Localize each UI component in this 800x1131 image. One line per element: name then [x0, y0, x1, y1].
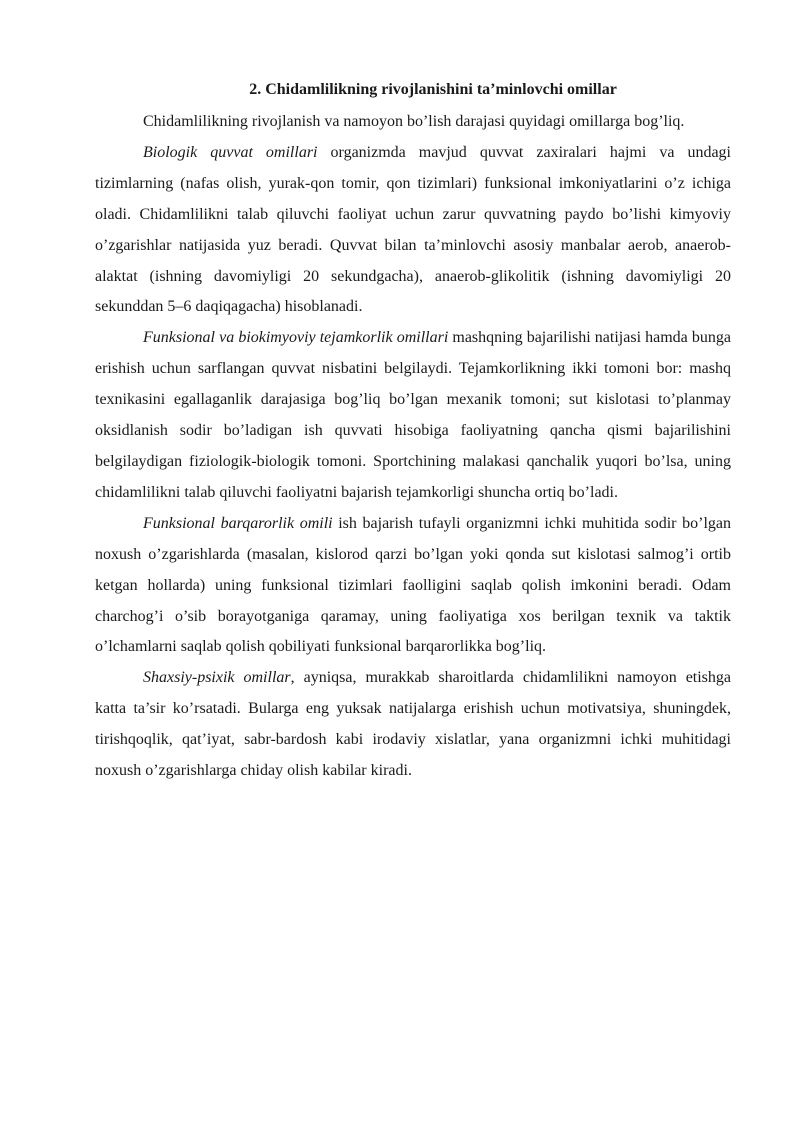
paragraph-text: Chidamlilikning rivojlanish va namoyon bo’lish darajasi quyidagi omillarga bog’liq. — [143, 113, 685, 130]
paragraph-psychological-factors — [95, 663, 731, 787]
paragraph-biological-factors — [95, 138, 731, 323]
section-heading: 2. Chidamlilikning rivojlanishini ta’minlovchi omillar — [249, 81, 617, 98]
paragraph-economy-factors — [95, 323, 731, 508]
paragraph-lead-term: Biologik quvvat omillari — [143, 143, 318, 161]
paragraph-lead-term: Funksional va biokimyoviy tejamkorlik omillari — [143, 329, 449, 347]
paragraph-lead-term: Shaxsiy-psixik omillar — [143, 669, 291, 687]
paragraph-text: mashqning bajarilishi natijasi hamda bunga erishish uchun sarflangan quvvat nisbatini belgilaydi. Tejamkorlikning ikki tomoni bor: mashq texnikasini egallaganlik darajasiga bog’liq bo’lgan mexanik tomoni; sut kislotasi to’planmay oksidlanish sodir bo’ladigan ish quvvati hisobiga faoliyatning qancha qismi bajarilishini belgilaydigan fiziologik-biologik tomoni. Sportchining malakasi qanchalik yuqori bo’lsa, uning chidamlilikni talab qiluvchi faoliyatni bajarish tejamkorligi shuncha ortiq bo’ladi. — [95, 329, 731, 501]
paragraph-text: , ayniqsa, murakkab sharoitlarda chidamlilikni namoyon etishga katta ta’sir ko’rsatadi. Bularga eng yuksak natijalarga erishish uchun motivatsiya, shuningdek, tirishqoqlik, qat’iyat, sabr-bardosh kabi irodaviy xislatlar, yana organizmni ichki muhitidagi noxush o’zgarishlarga chiday olish kabilar kiradi. — [95, 669, 732, 780]
paragraph-text: ish bajarish tufayli organizmni ichki muhitida sodir bo’lgan noxush o’zgarishlarda (masalan, kislorod qarzi bo’lgan yoki qonda sut kislotasi salmog’i ortib ketgan hollarda) uning funksional tizimlari faolligini saqlab qolish imkonini beradi. Odam charchog’i o’sib borayotganiga qaramay, uning faoliyatiga xos berilgan texnik va taktik o’lchamlarni saqlab qolish qobiliyati funksional barqarorlikka bog’liq. — [95, 514, 731, 656]
document-page — [95, 76, 731, 787]
paragraph-text: organizmda mavjud quvvat zaxiralari hajmi va undagi tizimlarning (nafas olish, yurak-qon tomir, qon tizimlari) funksional imkoniyatlarini o’z ichiga oladi. Chidamlilikni talab qiluvchi faoliyat uchun zarur quvvatning paydo bo’lishi kimyoviy o’zgarishlar natijasida yuz beradi. Quvvat bilan ta’minlovchi asosiy manbalar aerob, anaerob-alaktat (ishning davomiyligi 20 sekundgacha), anaerob-glikolitik (ishning davomiyligi 20 sekunddan 5–6 daqiqagacha) hisoblanadi. — [95, 143, 732, 316]
paragraph-lead-term: Funksional barqarorlik omili — [143, 514, 333, 532]
paragraph-intro — [95, 107, 731, 138]
paragraph-stability-factor — [95, 509, 731, 664]
